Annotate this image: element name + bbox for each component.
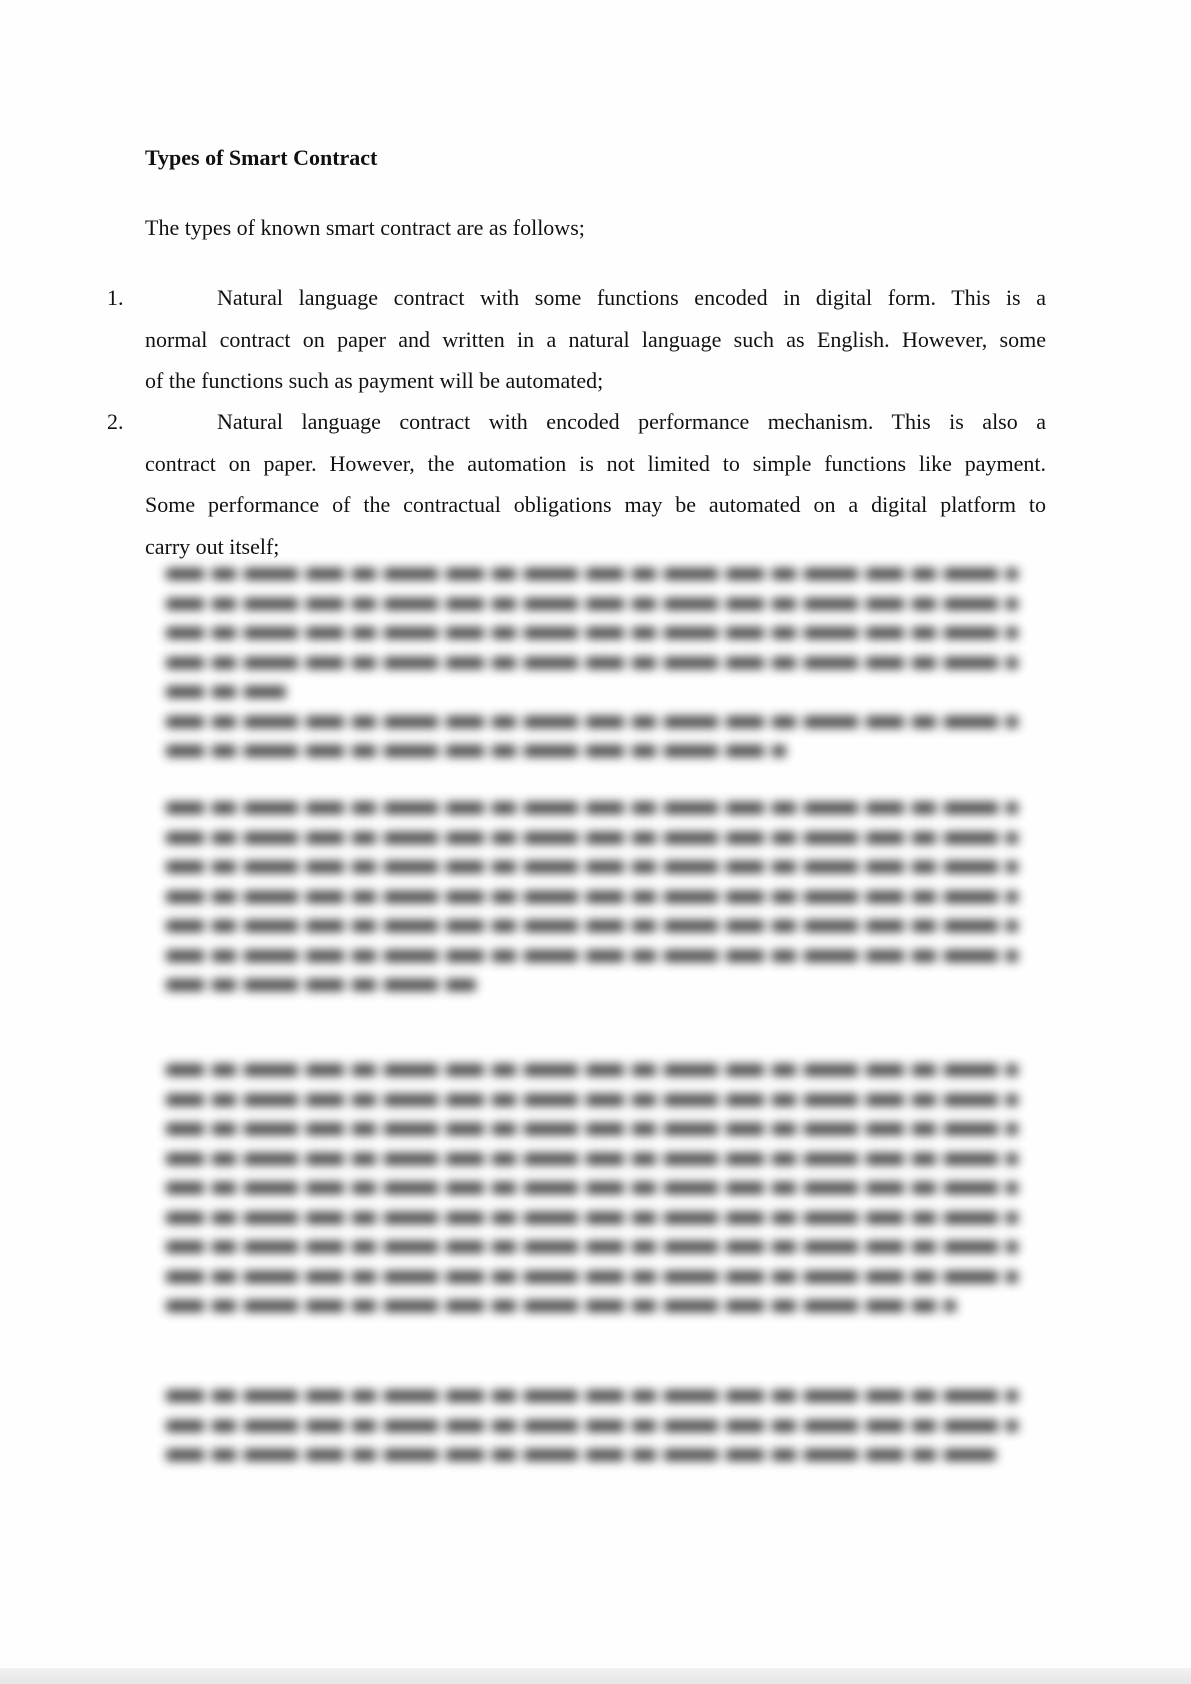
blurred-paragraph [166,568,1018,775]
list-item-line: normal contract on paper and written in a natural language such as English. However, some [145,326,1046,352]
section-heading: Types of Smart Contract [145,145,378,170]
list-item-line: Some performance of the contractual obligations may be automated on a digital platform to [145,492,1046,517]
list-item [107,401,1046,567]
list-item-line: contract on paper. However, the automation is not limited to simple functions like payment. [145,450,1046,476]
blurred-content [166,562,1018,1482]
blurred-paragraph [166,802,1018,1009]
list-item-line: Natural language contract with some functions encoded in digital form. This is a [217,285,1046,310]
blurred-paragraph [166,1064,1018,1330]
blurred-paragraph [166,1390,1018,1479]
list-item-line: carry out itself; [145,533,280,559]
list-item [107,277,1046,402]
intro-paragraph: The types of known smart contract are as follows; [145,215,585,240]
page-bottom-edge [0,1668,1191,1684]
list-item-line: Natural language contract with encoded performance mechanism. This is also a [217,409,1046,434]
list-number: 1. [107,285,124,310]
list-number: 2. [107,409,124,434]
list-item-line: of the functions such as payment will be automated; [145,368,604,393]
